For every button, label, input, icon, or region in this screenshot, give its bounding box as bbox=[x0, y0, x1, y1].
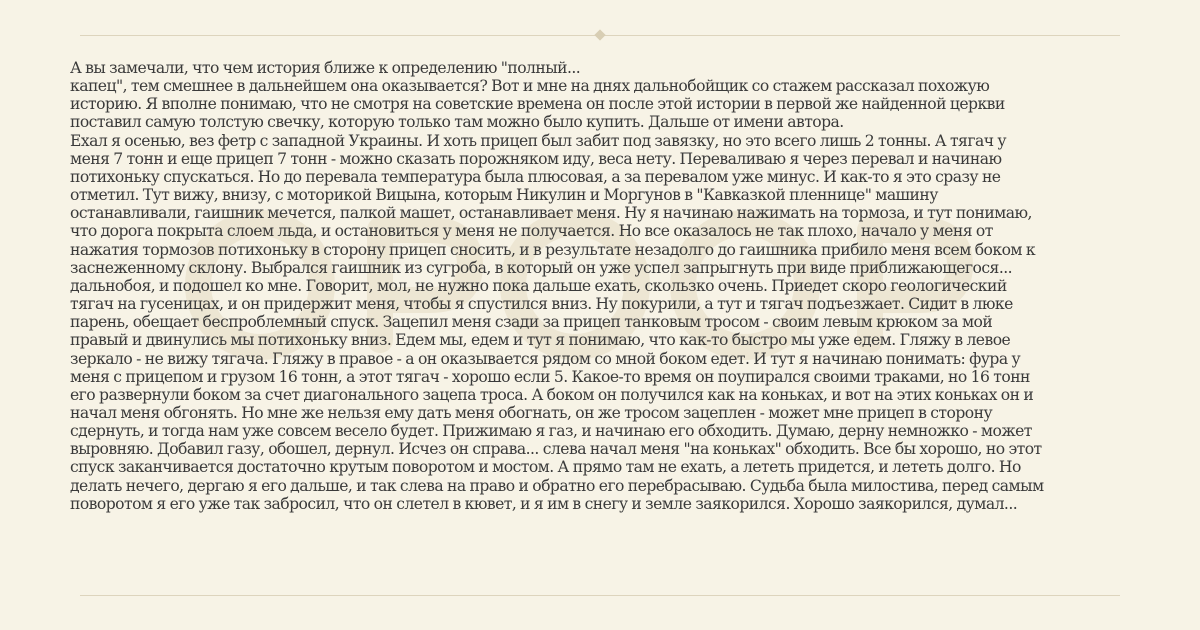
story-text: А вы замечали, что чем история ближе к определению "полный... капец", тем смешнее в дальнейшем она оказывается? Вот и мне на днях дальнобойщик со стажем рассказал похожую историю. Я вполне понимаю, что не смотря на советские времена он после этой истории в первой же найденной церкви поставил самую толстую свечку, которую только там можно было купить. Дальше от имени автора. Ехал я осенью, вез фетр с западной Украины. И хоть прицеп был забит под завязку, но это всего лишь 2 тонны. А тягач у меня 7 тонн и еще прицеп 7 тонн - можно сказать порожняком иду, веса нету. Переваливаю я через перевал и начинаю потихоньку спускаться. Но до перевала температура была плюсовая, а за перевалом уже минус. И как-то я это сразу не отметил. Тут вижу, внизу, с моторикой Вицына, которым Никулин и Моргунов в "Кавказкой пленнице" машину останавливали, гаишник мечется, палкой машет, останавливает меня. Ну я начинаю нажимать на тормоза, и тут понимаю, что дорога покрыта слоем льда, и остановиться у меня не получается. Но все оказалось не так плохо, начало у меня от нажатия тормозов потихоньку в сторону прицеп сносить, и в результате незадолго до гаишника прибило меня всем боком к заснеженному склону. Выбрался гаишник из сугроба, в который он уже успел запрыгнуть при виде приближающегося... дальнобоя, и подошел ко мне. Говорит, мол, не нужно пока дальше ехать, скользко очень. Приедет скоро геологический тягач на гусеницах, и он придержит меня, чтобы я спустился вниз. Ну покурили, а тут и тягач подъезжает. Сидит в люке парень, обещает беспроблемный спуск. Зацепил меня сзади за прицеп танковым тросом - своим левым крюком за мой правый и двинулись мы потихоньку вниз. Едем мы, едем и тут я понимаю, что как-то быстро мы уже едем. Гляжу в левое зеркало - не вижу тягача. Гляжу в правое - а он оказывается рядом со мной боком едет. И тут я начинаю понимать: фура у меня с прицепом и грузом 16 тонн, а этот тягач - хорошо если 5. Какое-то время он поупирался своими траками, но 16 тонн его развернули боком за счет диагонального зацепа троса. А боком он получился как на коньках, и вот на этих коньках он и начал меня обгонять. Но мне же нельзя ему дать меня обогнать, он же тросом зацеплен - может мне прицеп в сторону сдернуть, и тогда нам уже совсем весело будет. Прижимаю я газ, и начинаю его обходить. Думаю, дерну немножко - может выровняю. Добавил газу, обошел, дернул. Исчез он справа... слева начал меня "на коньках" обходить. Все бы хорошо, но этот спуск заканчивается достаточно крутым поворотом и мостом. А прямо там не ехать, а лететь придется, и лететь долго. Но делать нечего, дергаю я его дальше, и так слева на право и обратно его перебрасываю. Судьба была милостива, перед самым поворотом я его уже так забросил, что он слетел в кювет, и я им в снегу и земле заякорился. Хорошо заякорился, думал... bbox=[70, 59, 1044, 513]
divider-ornament bbox=[594, 29, 605, 40]
bottom-divider bbox=[80, 595, 1120, 596]
